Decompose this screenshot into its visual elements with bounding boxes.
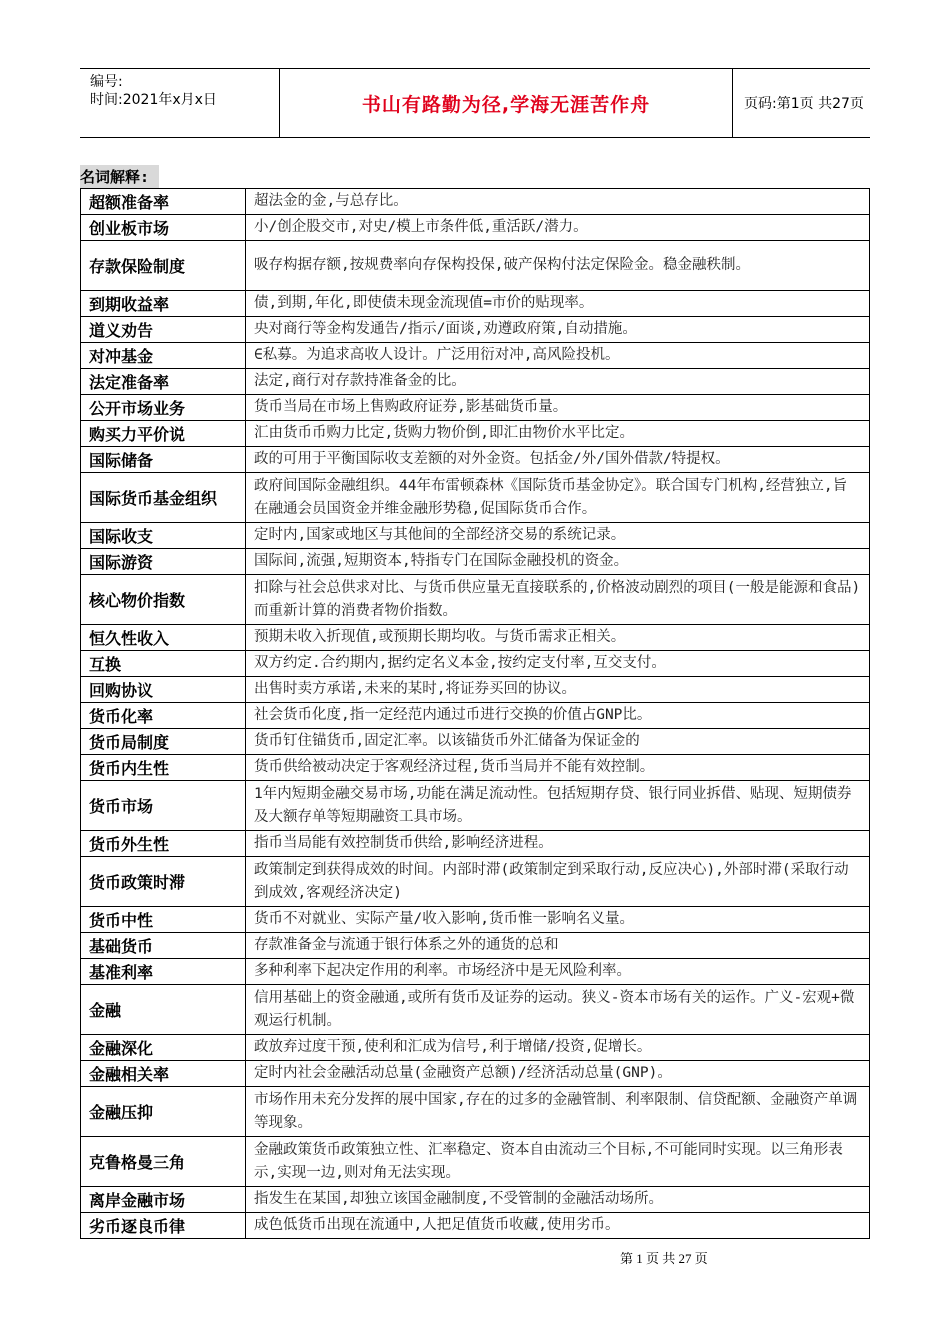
section-title: 名词解释: <box>80 165 159 188</box>
term-name: 基准利率 <box>81 959 246 985</box>
table-row <box>81 215 870 241</box>
term-definition: 存款准备金与流通于银行体系之外的通货的总和 <box>246 933 870 959</box>
table-row <box>81 703 870 729</box>
term-definition: 小/创企股交市,对史/模上市条件低,重活跃/潜力。 <box>246 215 870 241</box>
term-name: 克鲁格曼三角 <box>81 1137 246 1187</box>
term-name: 公开市场业务 <box>81 395 246 421</box>
term-name: 货币外生性 <box>81 831 246 857</box>
term-definition: 债,到期,年化,即使债未现金流现值=市价的贴现率。 <box>246 291 870 317</box>
term-name: 离岸金融市场 <box>81 1187 246 1213</box>
term-definition: 政府间国际金融组织。44年布雷顿森林《国际货币基金协定》。联合国专门机构,经营独立,旨在融通会员国资金并维金融形势稳,促国际货币合作。 <box>246 473 870 523</box>
table-row <box>81 447 870 473</box>
table-row <box>81 651 870 677</box>
term-definition: 双方约定.合约期内,据约定名义本金,按约定支付率,互交支付。 <box>246 651 870 677</box>
code-label: 编号: <box>90 74 123 90</box>
table-row <box>81 1087 870 1137</box>
term-definition: 货币当局在市场上售购政府证券,影基础货币量。 <box>246 395 870 421</box>
table-row <box>81 241 870 291</box>
term-definition: 法定,商行对存款持准备金的比。 <box>246 369 870 395</box>
term-definition: 成色低货币出现在流通中,人把足值货币收藏,使用劣币。 <box>246 1213 870 1239</box>
term-name: 金融相关率 <box>81 1061 246 1087</box>
term-definition: 指发生在某国,却独立该国金融制度,不受管制的金融活动场所。 <box>246 1187 870 1213</box>
term-definition: 国际间,流强,短期资本,特指专门在国际金融投机的资金。 <box>246 549 870 575</box>
term-definition: 货币钉住锚货币,固定汇率。以该锚货币外汇储备为保证金的 <box>246 729 870 755</box>
term-name: 到期收益率 <box>81 291 246 317</box>
term-name: 国际游资 <box>81 549 246 575</box>
term-definition: 出售时卖方承诺,未来的某时,将证券买回的协议。 <box>246 677 870 703</box>
term-name: 核心物价指数 <box>81 575 246 625</box>
term-name: 货币局制度 <box>81 729 246 755</box>
term-name: 道义劝告 <box>81 317 246 343</box>
header-meta <box>80 69 280 137</box>
time-label: 时间:2021年x月x日 <box>90 92 217 108</box>
table-row <box>81 857 870 907</box>
term-definition: 吸存构据存额,按规费率向存保构投保,破产保构付法定保险金。稳金融秩制。 <box>246 241 870 291</box>
term-name: 对冲基金 <box>81 343 246 369</box>
table-row <box>81 625 870 651</box>
motto: 书山有路勤为径,学海无涯苦作舟 <box>280 69 733 137</box>
term-definition: 定时内社会金融活动总量(金融资产总额)/经济活动总量(GNP)。 <box>246 1061 870 1087</box>
table-row <box>81 831 870 857</box>
term-name: 购买力平价说 <box>81 421 246 447</box>
term-definition: ∈私募。为追求高收人设计。广泛用衍对冲,高风险投机。 <box>246 343 870 369</box>
term-definition: 信用基础上的资金融通,或所有货币及证券的运动。狭义-资本市场有关的运作。广义-宏观+微观运行机制。 <box>246 985 870 1035</box>
term-name: 国际储备 <box>81 447 246 473</box>
table-row <box>81 729 870 755</box>
table-row <box>81 395 870 421</box>
table-row <box>81 575 870 625</box>
term-definition: 指币当局能有效控制货币供给,影响经济进程。 <box>246 831 870 857</box>
page-footer: 第 1 页 共 27 页 <box>620 1251 708 1266</box>
table-row <box>81 523 870 549</box>
table-row <box>81 781 870 831</box>
table-row <box>81 1187 870 1213</box>
table-row <box>81 985 870 1035</box>
term-definition: 政放弃过度干预,使利和汇成为信号,利于增储/投资,促增长。 <box>246 1035 870 1061</box>
table-row <box>81 1213 870 1239</box>
term-definition: 汇由货币币购力比定,货购力物价倒,即汇由物价水平比定。 <box>246 421 870 447</box>
term-name: 金融深化 <box>81 1035 246 1061</box>
term-name: 恒久性收入 <box>81 625 246 651</box>
table-row <box>81 317 870 343</box>
term-name: 劣币逐良币律 <box>81 1213 246 1239</box>
term-definition: 市场作用未充分发挥的展中国家,存在的过多的金融管制、利率限制、信贷配额、金融资产单调等现象。 <box>246 1087 870 1137</box>
term-name: 基础货币 <box>81 933 246 959</box>
term-name: 货币化率 <box>81 703 246 729</box>
table-row <box>81 421 870 447</box>
term-definition: 预期未收入折现值,或预期长期均收。与货币需求正相关。 <box>246 625 870 651</box>
table-row <box>81 933 870 959</box>
terms-table <box>80 188 870 1239</box>
table-row <box>81 1137 870 1187</box>
term-name: 货币市场 <box>81 781 246 831</box>
term-definition: 货币供给被动决定于客观经济过程,货币当局并不能有效控制。 <box>246 755 870 781</box>
table-row <box>81 189 870 215</box>
table-row <box>81 1061 870 1087</box>
table-row <box>81 959 870 985</box>
table-row <box>81 677 870 703</box>
term-definition: 1年内短期金融交易市场,功能在满足流动性。包括短期存贷、银行同业拆借、贴现、短期债券及大额存单等短期融资工具市场。 <box>246 781 870 831</box>
term-name: 金融 <box>81 985 246 1035</box>
term-name: 互换 <box>81 651 246 677</box>
term-name: 国际收支 <box>81 523 246 549</box>
term-name: 金融压抑 <box>81 1087 246 1137</box>
term-definition: 超法金的金,与总存比。 <box>246 189 870 215</box>
term-name: 回购协议 <box>81 677 246 703</box>
table-row <box>81 291 870 317</box>
page-info: 页码:第1页 共27页 <box>744 96 864 112</box>
table-row <box>81 549 870 575</box>
term-definition: 央对商行等金构发通告/指示/面谈,劝遵政府策,自动措施。 <box>246 317 870 343</box>
table-row <box>81 755 870 781</box>
term-definition: 货币不对就业、实际产量/收入影响,货币惟一影响名义量。 <box>246 907 870 933</box>
table-row <box>81 369 870 395</box>
term-name: 存款保险制度 <box>81 241 246 291</box>
term-name: 货币政策时滞 <box>81 857 246 907</box>
term-definition: 多种利率下起决定作用的利率。市场经济中是无风险利率。 <box>246 959 870 985</box>
term-definition: 社会货币化度,指一定经范内通过币进行交换的价值占GNP比。 <box>246 703 870 729</box>
term-definition: 政的可用于平衡国际收支差额的对外金资。包括金/外/国外借款/特提权。 <box>246 447 870 473</box>
document-header <box>80 68 870 138</box>
table-row <box>81 343 870 369</box>
term-name: 超额准备率 <box>81 189 246 215</box>
term-name: 货币内生性 <box>81 755 246 781</box>
term-definition: 定时内,国家或地区与其他间的全部经济交易的系统记录。 <box>246 523 870 549</box>
table-row <box>81 473 870 523</box>
term-definition: 金融政策货币政策独立性、汇率稳定、资本自由流动三个目标,不可能同时实现。以三角形表示,实现一边,则对角无法实现。 <box>246 1137 870 1187</box>
term-name: 法定准备率 <box>81 369 246 395</box>
table-row <box>81 907 870 933</box>
term-name: 货币中性 <box>81 907 246 933</box>
term-name: 创业板市场 <box>81 215 246 241</box>
term-definition: 政策制定到获得成效的时间。内部时滞(政策制定到采取行动,反应决心),外部时滞(采取行动到成效,客观经济决定) <box>246 857 870 907</box>
term-definition: 扣除与社会总供求对比、与货币供应量无直接联系的,价格波动剧烈的项目(一般是能源和食品)而重新计算的消费者物价指数。 <box>246 575 870 625</box>
table-row <box>81 1035 870 1061</box>
term-name: 国际货币基金组织 <box>81 473 246 523</box>
